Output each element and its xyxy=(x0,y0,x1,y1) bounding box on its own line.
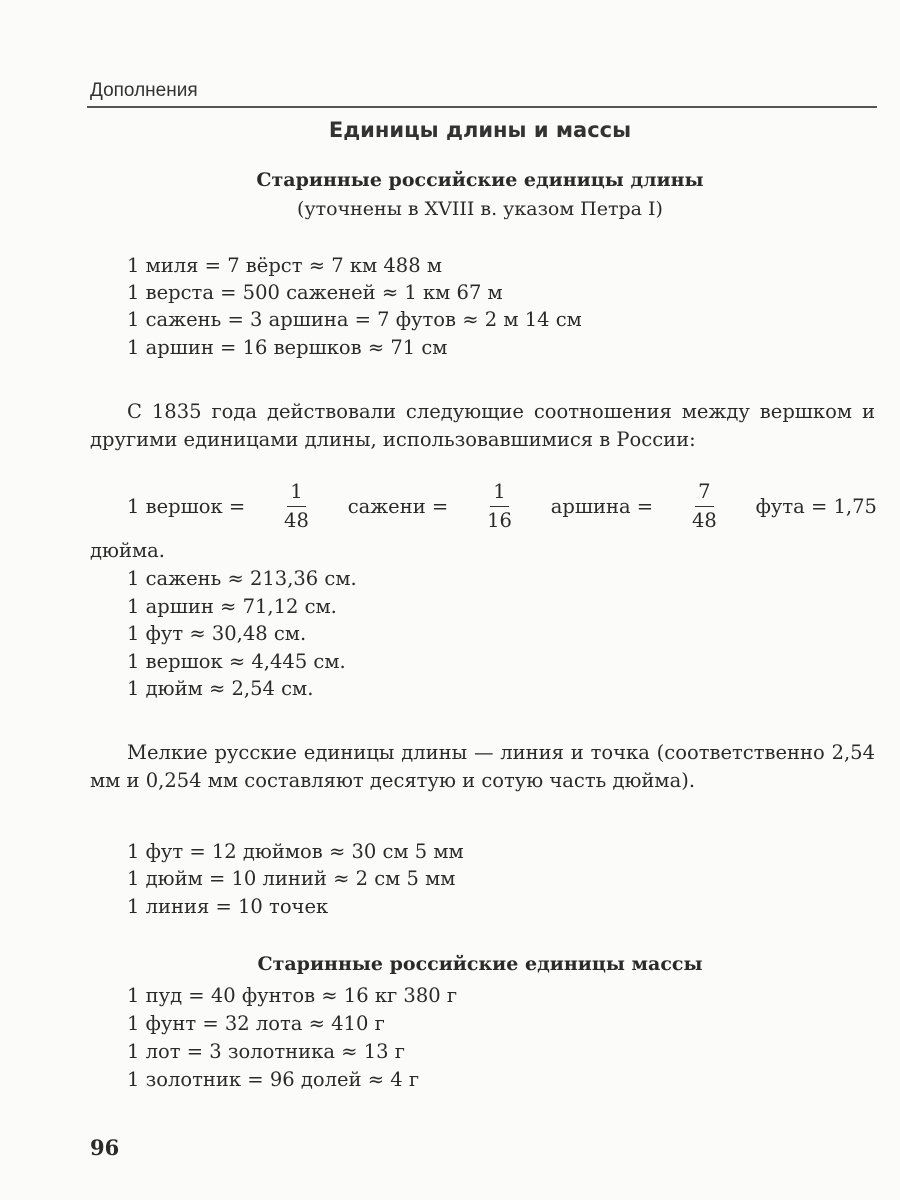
length-subheading: (уточнены в XVIII в. указом Петра I) xyxy=(297,198,663,220)
formula-tail: дюйма. xyxy=(90,539,165,562)
header-rule xyxy=(87,106,877,108)
numerator: 1 xyxy=(287,478,305,507)
formula-unit: фута = 1,75 xyxy=(755,495,877,518)
equivalent-line: 1 вершок ≈ 4,445 см. xyxy=(127,650,346,673)
fraction-7-48 xyxy=(692,478,717,535)
paragraph-1835: С 1835 года действовали следующие соотношения между вершком и другими единицами длины, использовавшимися в России: xyxy=(90,400,875,451)
length-line: 1 аршин = 16 вершков ≈ 71 см xyxy=(127,336,448,359)
small-unit-line: 1 линия = 10 точек xyxy=(127,895,329,918)
mass-line: 1 пуд = 40 фунтов ≈ 16 кг 380 г xyxy=(127,984,458,1007)
length-heading: Старинные российские единицы длины xyxy=(256,169,704,191)
formula-unit: аршина = xyxy=(550,495,654,518)
mass-line: 1 золотник = 96 долей ≈ 4 г xyxy=(127,1068,420,1091)
fraction-1-16 xyxy=(487,478,512,535)
mass-line: 1 фунт = 32 лота ≈ 410 г xyxy=(127,1012,385,1035)
equivalent-line: 1 фут ≈ 30,48 см. xyxy=(127,622,307,645)
running-header: Дополнения xyxy=(90,80,198,101)
formula-unit: сажени = xyxy=(347,495,449,518)
fraction-1-48 xyxy=(284,478,309,535)
paragraph-small-units: Мелкие русские единицы длины — линия и точка (соответственно 2,54 мм и 0,254 мм составляют десятую и сотую часть дюйма). xyxy=(90,741,875,792)
equivalent-line: 1 сажень ≈ 213,36 см. xyxy=(127,567,357,590)
length-line: 1 сажень = 3 аршина = 7 футов ≈ 2 м 14 см xyxy=(127,308,582,331)
mass-heading: Старинные российские единицы массы xyxy=(257,953,703,975)
formula-lead: 1 вершок = xyxy=(127,495,246,518)
vershok-formula xyxy=(127,478,877,535)
mass-line: 1 лот = 3 золотника ≈ 13 г xyxy=(127,1040,405,1063)
denominator: 16 xyxy=(487,509,512,532)
page-title: Единицы длины и массы xyxy=(328,118,632,142)
numerator: 1 xyxy=(490,478,508,507)
equivalent-line: 1 аршин ≈ 71,12 см. xyxy=(127,595,337,618)
numerator: 7 xyxy=(695,478,713,507)
equivalent-line: 1 дюйм ≈ 2,54 см. xyxy=(127,677,314,700)
small-unit-line: 1 фут = 12 дюймов ≈ 30 см 5 мм xyxy=(127,840,464,863)
length-line: 1 миля = 7 вёрст ≈ 7 км 488 м xyxy=(127,254,442,277)
page-number: 96 xyxy=(90,1135,120,1160)
denominator: 48 xyxy=(284,509,309,532)
length-line: 1 верста = 500 саженей ≈ 1 км 67 м xyxy=(127,281,503,304)
denominator: 48 xyxy=(691,509,717,532)
small-unit-line: 1 дюйм = 10 линий ≈ 2 см 5 мм xyxy=(127,867,456,890)
